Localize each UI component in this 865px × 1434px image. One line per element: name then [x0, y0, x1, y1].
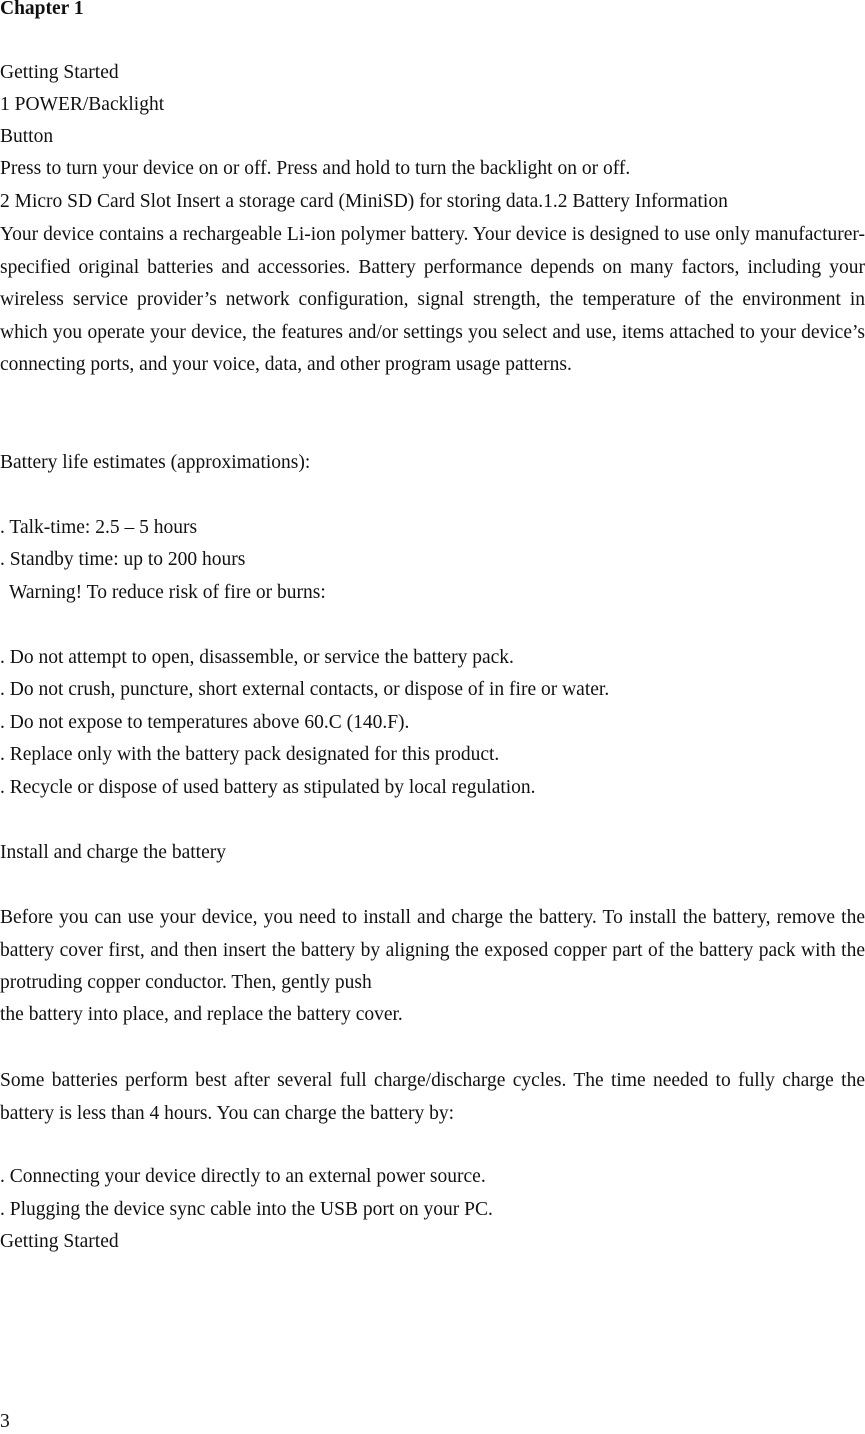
- warning-item: . Do not expose to temperatures above 60.C (140.F).: [0, 712, 410, 733]
- warning-heading: Warning! To reduce risk of fire or burns:: [9, 582, 326, 603]
- charge-paragraph: Some batteries perform best after several full charge/discharge cycles. The time needed to fully charge the battery is less than 4 hours. You can charge the battery by:: [0, 1070, 865, 1124]
- estimate-item: . Talk-time: 2.5 – 5 hours: [0, 517, 198, 538]
- sd-card-slot-line: 2 Micro SD Card Slot Insert a storage card (MiniSD) for storing data.1.2 Battery Information: [0, 191, 728, 212]
- footer-section-title: Getting Started: [0, 1231, 119, 1252]
- warning-item: . Replace only with the battery pack designated for this product.: [0, 744, 500, 765]
- charge-method-item: . Plugging the device sync cable into the USB port on your PC.: [0, 1199, 493, 1220]
- power-button-label: 1 POWER/Backlight: [0, 94, 165, 115]
- estimate-item: . Standby time: up to 200 hours: [0, 549, 246, 570]
- warning-item: . Recycle or dispose of used battery as stipulated by local regulation.: [0, 777, 536, 798]
- install-heading: Install and charge the battery: [0, 842, 226, 863]
- chapter-heading: Chapter 1: [0, 0, 84, 19]
- warning-item: . Do not attempt to open, disassemble, or service the battery pack.: [0, 647, 514, 668]
- power-button-label-cont: Button: [0, 126, 54, 147]
- warning-item: . Do not crush, puncture, short external contacts, or dispose of in fire or water.: [0, 679, 610, 700]
- power-button-description: Press to turn your device on or off. Press and hold to turn the backlight on or off.: [0, 158, 631, 179]
- page-number: 3: [0, 1410, 10, 1432]
- battery-info-paragraph: Your device contains a rechargeable Li-ion polymer battery. Your device is designed to use only manufacturer-specified original batteries and accessories. Battery performance depends on many factors, including your wireless service provider’s network configuration, signal strength, the temperature of the environment in which you operate your device, the features and/or settings you select and use, items attached to your device’s connecting ports, and your voice, data, and other program usage patterns.: [0, 224, 865, 376]
- section-title: Getting Started: [0, 62, 119, 83]
- install-paragraph: Before you can use your device, you need to install and charge the battery. To install the battery, remove the battery cover first, and then insert the battery by aligning the exposed copper part of the battery pack with the protruding copper conductor. Then, gently push: [0, 907, 865, 994]
- charge-method-item: . Connecting your device directly to an external power source.: [0, 1166, 486, 1187]
- install-paragraph-end: the battery into place, and replace the battery cover.: [0, 1004, 403, 1025]
- estimates-heading: Battery life estimates (approximations):: [0, 452, 311, 473]
